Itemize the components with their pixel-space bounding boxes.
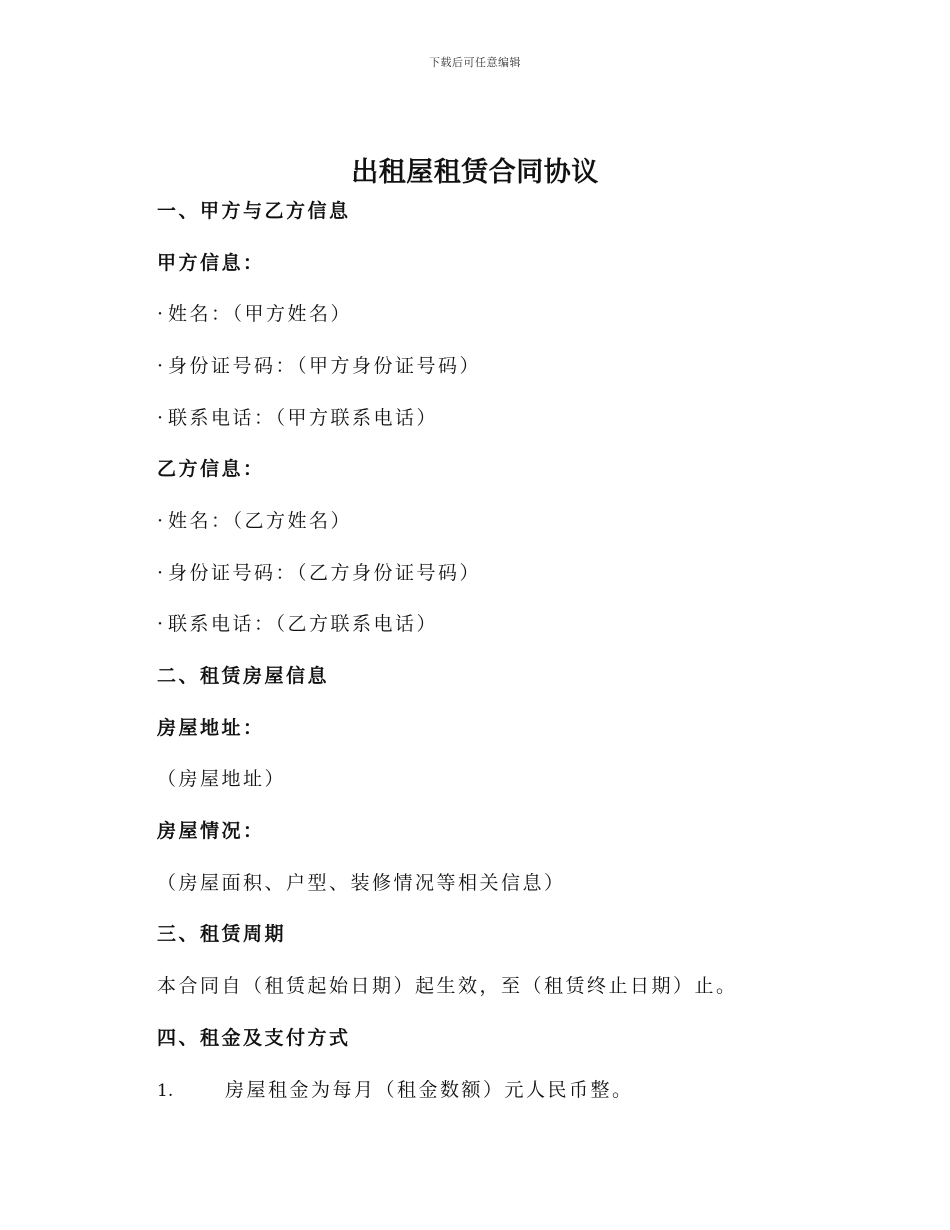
party-b-name-text: 姓名：（乙方姓名） xyxy=(168,510,353,532)
section-4-heading: 四、租金及支付方式 xyxy=(157,1027,351,1049)
party-b-name xyxy=(157,509,352,533)
document-title: 出租屋租赁合同协议 xyxy=(351,157,599,188)
section-2-heading: 二、租赁房屋信息 xyxy=(157,665,330,687)
party-b-phone xyxy=(157,612,438,636)
lease-period-text: 本合同自（租赁起始日期）起生效，至（租赁终止日期）止。 xyxy=(157,975,738,997)
bullet: · xyxy=(157,510,166,532)
rent-item-1 xyxy=(157,1078,634,1103)
bullet: · xyxy=(157,562,166,584)
section-1-heading: 一、甲方与乙方信息 xyxy=(157,200,351,222)
party-a-label: 甲方信息： xyxy=(157,252,265,274)
party-a-id xyxy=(157,354,481,378)
party-b-id xyxy=(157,561,481,585)
section-3-heading: 三、租赁周期 xyxy=(157,923,287,945)
party-a-name xyxy=(157,302,352,326)
party-a-id-text: 身份证号码：（甲方身份证号码） xyxy=(168,355,482,377)
bullet: · xyxy=(157,355,166,377)
party-a-name-text: 姓名：（甲方姓名） xyxy=(168,303,353,325)
party-a-phone-text: 联系电话：（甲方联系电话） xyxy=(168,407,439,429)
bullet: · xyxy=(157,407,166,429)
address-label: 房屋地址： xyxy=(157,717,265,739)
rent-item-1-text: 房屋租金为每月（租金数额）元人民币整。 xyxy=(225,1079,634,1101)
bullet: · xyxy=(157,303,166,325)
page-header: 下载后可任意编辑 xyxy=(429,56,521,69)
condition-label: 房屋情况： xyxy=(157,820,265,842)
party-b-phone-text: 联系电话：（乙方联系电话） xyxy=(168,613,439,635)
list-number: 1. xyxy=(157,1081,174,1101)
bullet: · xyxy=(157,613,166,635)
party-b-id-text: 身份证号码：（乙方身份证号码） xyxy=(168,562,482,584)
party-a-phone xyxy=(157,406,438,430)
party-b-label: 乙方信息： xyxy=(157,458,265,480)
address-value: （房屋地址） xyxy=(157,768,287,790)
condition-value: （房屋面积、户型、装修情况等相关信息） xyxy=(157,872,566,894)
